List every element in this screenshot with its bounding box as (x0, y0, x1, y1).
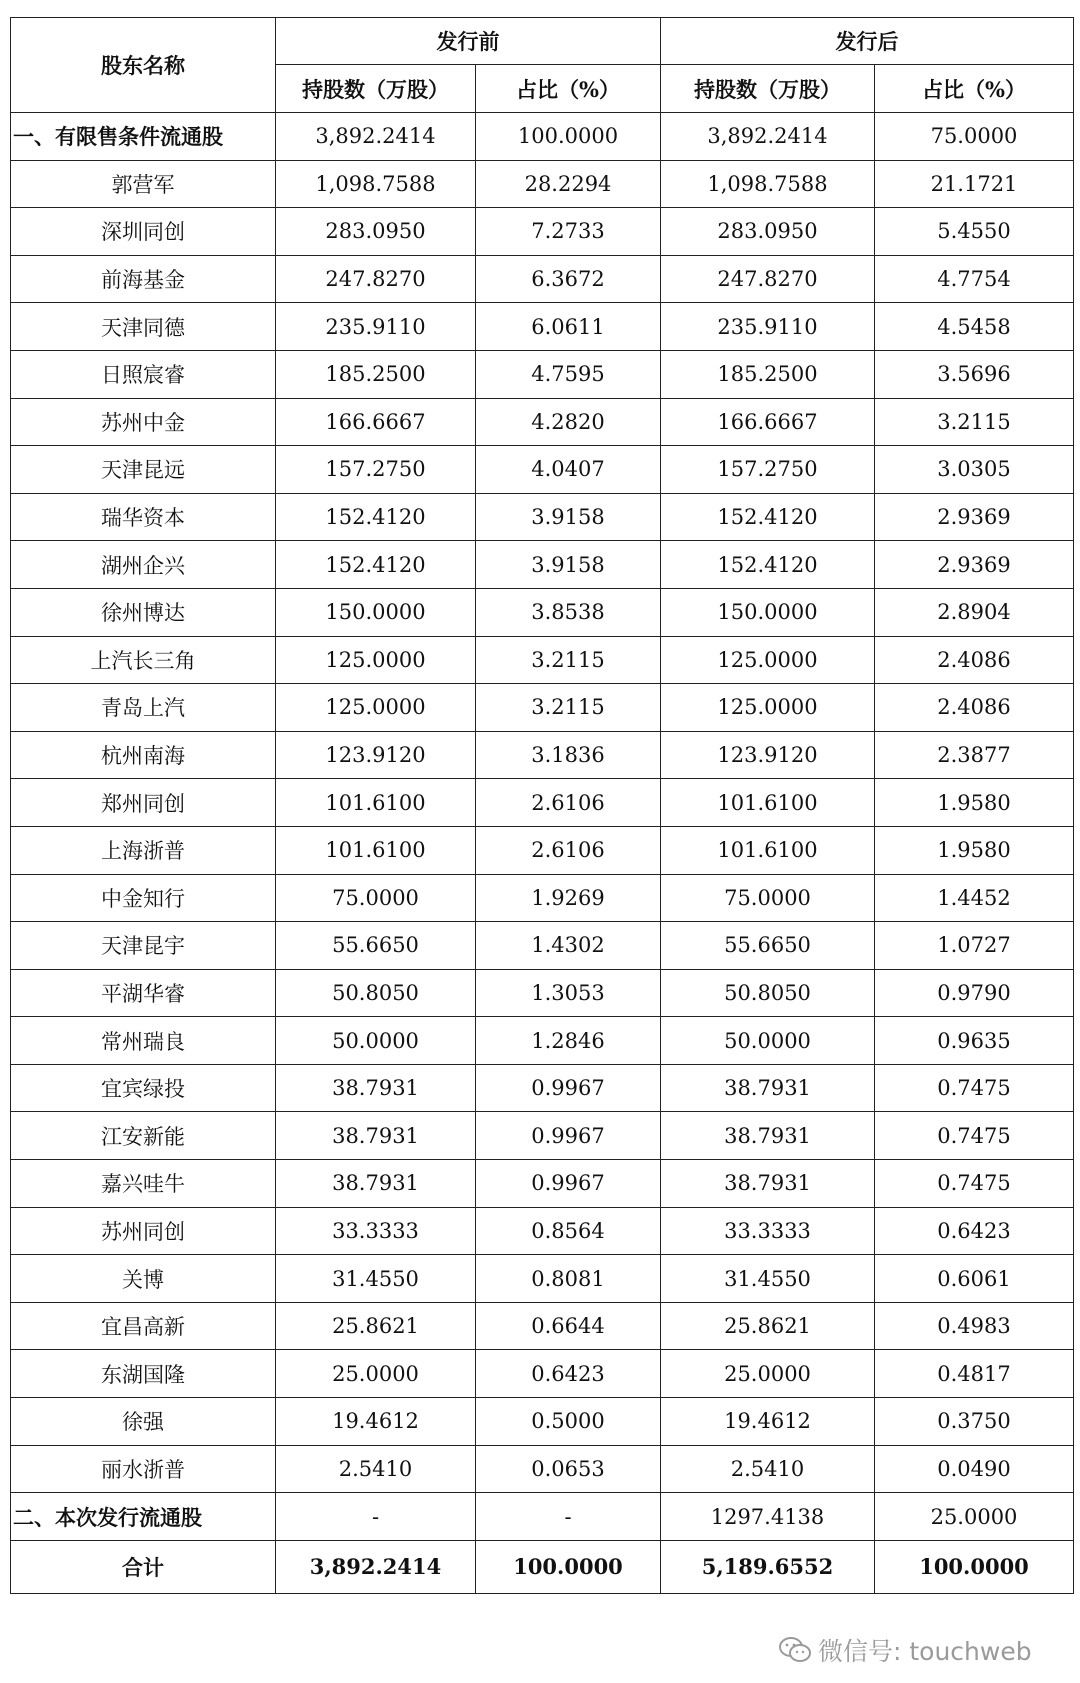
cell-before-shares: 125.0000 (276, 636, 476, 684)
shareholder-name: 深圳同创 (11, 208, 276, 256)
cell-after-shares: 2.5410 (661, 1445, 875, 1493)
watermark (778, 1632, 1032, 1668)
shareholder-name: 东湖国隆 (11, 1350, 276, 1398)
header-after-shares: 持股数（万股） (661, 65, 875, 113)
total-label: 合计 (11, 1540, 276, 1593)
shareholder-name: 日照宸睿 (11, 350, 276, 398)
cell-after-ratio: 2.9369 (875, 493, 1074, 541)
cell-after-ratio: 0.7475 (875, 1112, 1074, 1160)
cell-before-shares: 123.9120 (276, 731, 476, 779)
table-row (11, 922, 1074, 970)
header-before-ratio: 占比（%） (476, 65, 661, 113)
cell-after-shares: 125.0000 (661, 684, 875, 732)
cell-before-shares: 152.4120 (276, 541, 476, 589)
cell-after-shares: 185.2500 (661, 350, 875, 398)
table-row (11, 684, 1074, 732)
cell-after-shares: 101.6100 (661, 826, 875, 874)
total-after-shares: 5,189.6552 (661, 1540, 875, 1593)
cell-before-ratio: 1.4302 (476, 922, 661, 970)
cell-after-shares: 125.0000 (661, 636, 875, 684)
header-before-shares: 持股数（万股） (276, 65, 476, 113)
cell-after-ratio: 2.8904 (875, 588, 1074, 636)
table-row (11, 1350, 1074, 1398)
table-row (11, 731, 1074, 779)
cell-before-shares: 38.7931 (276, 1160, 476, 1208)
cell-after-shares: 247.8270 (661, 255, 875, 303)
cell-before-ratio: 0.5000 (476, 1398, 661, 1446)
cell-before-ratio: 1.3053 (476, 969, 661, 1017)
cell-after-shares: 25.0000 (661, 1350, 875, 1398)
shareholder-name: 中金知行 (11, 874, 276, 922)
cell-before-ratio: 1.2846 (476, 1017, 661, 1065)
table-row (11, 779, 1074, 827)
shareholder-name: 丽水浙普 (11, 1445, 276, 1493)
total-before-shares: 3,892.2414 (276, 1540, 476, 1593)
shareholder-name: 上海浙普 (11, 826, 276, 874)
cell-before-ratio: 4.0407 (476, 446, 661, 494)
cell-before-shares: 125.0000 (276, 684, 476, 732)
cell-after-shares: 1297.4138 (661, 1493, 875, 1541)
cell-after-shares: 55.6650 (661, 922, 875, 970)
cell-before-ratio: 3.2115 (476, 684, 661, 732)
shareholder-name: 湖州企兴 (11, 541, 276, 589)
cell-before-shares: 101.6100 (276, 826, 476, 874)
cell-after-shares: 19.4612 (661, 1398, 875, 1446)
shareholder-name: 前海基金 (11, 255, 276, 303)
cell-before-shares: 75.0000 (276, 874, 476, 922)
cell-before-ratio: 2.6106 (476, 779, 661, 827)
shareholder-name: 天津昆宇 (11, 922, 276, 970)
cell-after-ratio: 4.7754 (875, 255, 1074, 303)
table-row (11, 1207, 1074, 1255)
cell-after-shares: 33.3333 (661, 1207, 875, 1255)
shareholder-name: 徐强 (11, 1398, 276, 1446)
shareholder-name: 天津昆远 (11, 446, 276, 494)
cell-after-shares: 157.2750 (661, 446, 875, 494)
cell-after-shares: 123.9120 (661, 731, 875, 779)
cell-before-ratio: 0.6423 (476, 1350, 661, 1398)
cell-after-ratio: 75.0000 (875, 113, 1074, 161)
shareholder-name: 宜昌高新 (11, 1302, 276, 1350)
shareholder-name: 郑州同创 (11, 779, 276, 827)
cell-after-ratio: 0.9635 (875, 1017, 1074, 1065)
cell-before-ratio: 2.6106 (476, 826, 661, 874)
cell-before-shares: 2.5410 (276, 1445, 476, 1493)
table-row (11, 493, 1074, 541)
cell-before-shares: 235.9110 (276, 303, 476, 351)
cell-after-ratio: 3.0305 (875, 446, 1074, 494)
cell-after-ratio: 5.4550 (875, 208, 1074, 256)
cell-before-ratio: 3.1836 (476, 731, 661, 779)
cell-before-ratio: 0.0653 (476, 1445, 661, 1493)
table-row (11, 969, 1074, 1017)
cell-before-ratio: 4.7595 (476, 350, 661, 398)
shareholder-name: 苏州同创 (11, 1207, 276, 1255)
cell-after-shares: 1,098.7588 (661, 160, 875, 208)
cell-after-ratio: 0.4983 (875, 1302, 1074, 1350)
table-row (11, 255, 1074, 303)
cell-before-shares: 38.7931 (276, 1112, 476, 1160)
table-row (11, 446, 1074, 494)
cell-before-shares: 283.0950 (276, 208, 476, 256)
cell-after-shares: 166.6667 (661, 398, 875, 446)
cell-before-ratio: 0.9967 (476, 1160, 661, 1208)
cell-before-ratio: 0.8081 (476, 1255, 661, 1303)
shareholder-name: 郭营军 (11, 160, 276, 208)
cell-after-ratio: 25.0000 (875, 1493, 1074, 1541)
cell-before-shares: 33.3333 (276, 1207, 476, 1255)
cell-after-shares: 3,892.2414 (661, 113, 875, 161)
cell-after-shares: 50.0000 (661, 1017, 875, 1065)
cell-before-shares: 38.7931 (276, 1064, 476, 1112)
cell-after-shares: 31.4550 (661, 1255, 875, 1303)
table-row (11, 303, 1074, 351)
cell-after-shares: 50.8050 (661, 969, 875, 1017)
cell-after-ratio: 1.0727 (875, 922, 1074, 970)
header-after-issue: 发行后 (661, 18, 1074, 65)
cell-after-shares: 152.4120 (661, 541, 875, 589)
shareholder-name: 杭州南海 (11, 731, 276, 779)
section-name: 一、有限售条件流通股 (11, 113, 276, 161)
table-row (11, 636, 1074, 684)
section-row-new-issue (11, 1493, 1074, 1541)
table-row (11, 826, 1074, 874)
cell-after-ratio: 0.3750 (875, 1398, 1074, 1446)
table-row (11, 1064, 1074, 1112)
cell-after-ratio: 0.7475 (875, 1160, 1074, 1208)
table-row (11, 1255, 1074, 1303)
cell-after-shares: 152.4120 (661, 493, 875, 541)
cell-before-ratio: 28.2294 (476, 160, 661, 208)
cell-before-shares: 1,098.7588 (276, 160, 476, 208)
wechat-icon (778, 1636, 812, 1664)
cell-after-ratio: 2.3877 (875, 731, 1074, 779)
cell-after-ratio: 0.6061 (875, 1255, 1074, 1303)
total-before-ratio: 100.0000 (476, 1540, 661, 1593)
cell-before-ratio: 4.2820 (476, 398, 661, 446)
cell-after-shares: 150.0000 (661, 588, 875, 636)
cell-before-ratio: 3.9158 (476, 541, 661, 589)
total-row (11, 1540, 1074, 1593)
cell-before-ratio: 6.3672 (476, 255, 661, 303)
cell-before-ratio: 100.0000 (476, 113, 661, 161)
cell-before-ratio: 3.2115 (476, 636, 661, 684)
cell-after-shares: 283.0950 (661, 208, 875, 256)
cell-after-shares: 38.7931 (661, 1160, 875, 1208)
cell-before-ratio: 0.6644 (476, 1302, 661, 1350)
shareholder-name: 天津同德 (11, 303, 276, 351)
shareholder-name: 苏州中金 (11, 398, 276, 446)
cell-after-ratio: 0.7475 (875, 1064, 1074, 1112)
cell-after-ratio: 1.9580 (875, 826, 1074, 874)
cell-after-ratio: 3.5696 (875, 350, 1074, 398)
shareholder-name: 江安新能 (11, 1112, 276, 1160)
cell-before-shares: 152.4120 (276, 493, 476, 541)
shareholder-name: 常州瑞良 (11, 1017, 276, 1065)
table-row (11, 588, 1074, 636)
cell-before-ratio: - (476, 1493, 661, 1541)
section-row-restricted (11, 113, 1074, 161)
table-row (11, 160, 1074, 208)
table-row (11, 1445, 1074, 1493)
cell-after-ratio: 1.4452 (875, 874, 1074, 922)
cell-after-shares: 38.7931 (661, 1064, 875, 1112)
table-row (11, 1398, 1074, 1446)
cell-after-shares: 235.9110 (661, 303, 875, 351)
table-row (11, 541, 1074, 589)
cell-before-shares: 31.4550 (276, 1255, 476, 1303)
cell-after-ratio: 1.9580 (875, 779, 1074, 827)
shareholder-name: 青岛上汽 (11, 684, 276, 732)
cell-before-shares: 166.6667 (276, 398, 476, 446)
cell-before-shares: 3,892.2414 (276, 113, 476, 161)
cell-before-shares: 185.2500 (276, 350, 476, 398)
cell-after-shares: 75.0000 (661, 874, 875, 922)
cell-before-shares: 157.2750 (276, 446, 476, 494)
shareholder-name: 关博 (11, 1255, 276, 1303)
total-after-ratio: 100.0000 (875, 1540, 1074, 1593)
cell-after-shares: 101.6100 (661, 779, 875, 827)
table-row (11, 398, 1074, 446)
table-row (11, 350, 1074, 398)
section-name: 二、本次发行流通股 (11, 1493, 276, 1541)
cell-before-shares: 55.6650 (276, 922, 476, 970)
cell-before-ratio: 6.0611 (476, 303, 661, 351)
cell-after-ratio: 2.4086 (875, 636, 1074, 684)
shareholder-name: 宜宾绿投 (11, 1064, 276, 1112)
cell-before-shares: 25.0000 (276, 1350, 476, 1398)
cell-before-ratio: 3.9158 (476, 493, 661, 541)
table-row (11, 1112, 1074, 1160)
cell-before-shares: 150.0000 (276, 588, 476, 636)
cell-after-ratio: 3.2115 (875, 398, 1074, 446)
shareholding-table (10, 17, 1074, 1594)
cell-before-shares: 101.6100 (276, 779, 476, 827)
shareholder-name: 嘉兴哇牛 (11, 1160, 276, 1208)
cell-before-shares: - (276, 1493, 476, 1541)
table-row (11, 208, 1074, 256)
cell-after-ratio: 4.5458 (875, 303, 1074, 351)
shareholder-name: 瑞华资本 (11, 493, 276, 541)
header-before-issue: 发行前 (276, 18, 661, 65)
cell-before-ratio: 3.8538 (476, 588, 661, 636)
cell-before-shares: 25.8621 (276, 1302, 476, 1350)
cell-after-ratio: 0.9790 (875, 969, 1074, 1017)
cell-after-shares: 25.8621 (661, 1302, 875, 1350)
cell-after-ratio: 21.1721 (875, 160, 1074, 208)
header-shareholder-name: 股东名称 (11, 18, 276, 113)
cell-before-ratio: 0.9967 (476, 1064, 661, 1112)
cell-before-shares: 50.0000 (276, 1017, 476, 1065)
cell-after-ratio: 2.4086 (875, 684, 1074, 732)
cell-after-shares: 38.7931 (661, 1112, 875, 1160)
cell-after-ratio: 0.4817 (875, 1350, 1074, 1398)
cell-before-ratio: 0.8564 (476, 1207, 661, 1255)
header-after-ratio: 占比（%） (875, 65, 1074, 113)
shareholder-name: 徐州博达 (11, 588, 276, 636)
cell-before-ratio: 0.9967 (476, 1112, 661, 1160)
cell-before-ratio: 1.9269 (476, 874, 661, 922)
shareholder-name: 上汽长三角 (11, 636, 276, 684)
table-row (11, 1302, 1074, 1350)
cell-before-shares: 19.4612 (276, 1398, 476, 1446)
cell-after-ratio: 0.6423 (875, 1207, 1074, 1255)
table-row (11, 1017, 1074, 1065)
cell-after-ratio: 0.0490 (875, 1445, 1074, 1493)
watermark-text: 微信号: touchweb (818, 1637, 1032, 1666)
cell-before-shares: 247.8270 (276, 255, 476, 303)
cell-before-ratio: 7.2733 (476, 208, 661, 256)
cell-after-ratio: 2.9369 (875, 541, 1074, 589)
table-row (11, 1160, 1074, 1208)
table-row (11, 874, 1074, 922)
cell-before-shares: 50.8050 (276, 969, 476, 1017)
shareholder-name: 平湖华睿 (11, 969, 276, 1017)
